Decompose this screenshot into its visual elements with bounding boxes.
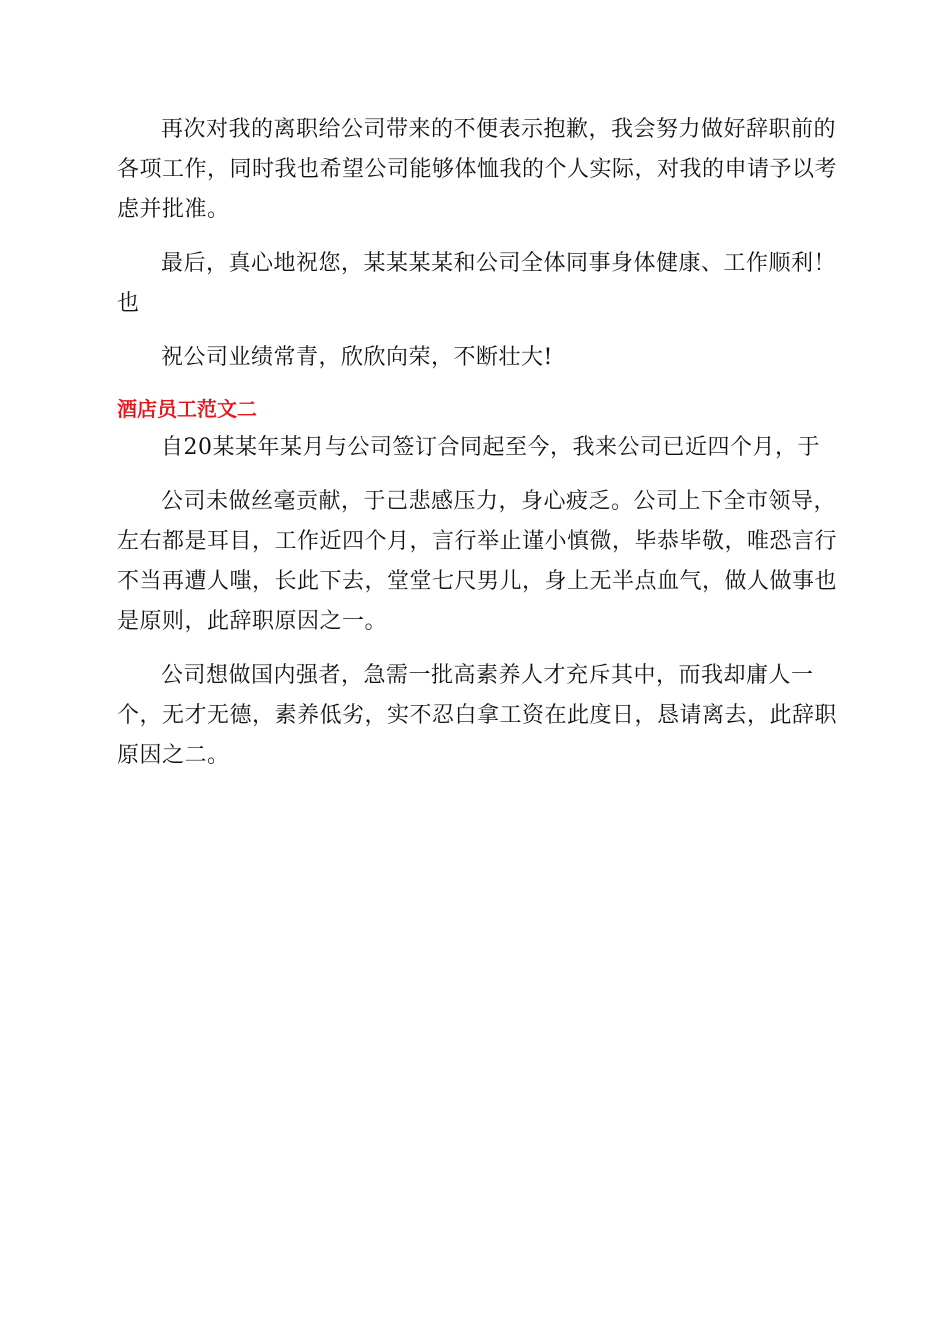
text-line: 左右都是耳目，工作近四个月，言行举止谨小慎微，毕恭毕敬，唯恐言行 — [117, 529, 838, 554]
text-line: 也 — [117, 291, 140, 316]
text-line: 公司未做丝毫贡献，于己悲感压力，身心疲乏。公司上下全市领导， — [161, 489, 837, 514]
text-line: 原因之二。 — [117, 743, 230, 768]
text-line: 是原则，此辞职原因之一。 — [117, 609, 388, 634]
text-line: 不当再遭人嗤，长此下去，堂堂七尺男儿，身上无半点血气，做人做事也 — [117, 569, 838, 594]
paragraph-reason-one — [117, 482, 837, 642]
document-body — [117, 110, 837, 790]
text-line: 祝公司业绩常青，欣欣向荣，不断壮大! — [161, 345, 553, 370]
paragraph-reason-two — [117, 656, 837, 776]
section-heading: 酒店员工范文二 — [117, 397, 257, 421]
paragraph-contract — [117, 428, 837, 468]
paragraph-wishes — [117, 244, 837, 324]
text-line: 最后，真心地祝您，某某某某和公司全体同事身体健康、工作顺利！ — [161, 251, 837, 276]
paragraph-apology — [117, 110, 837, 230]
paragraph-blessing — [117, 338, 837, 378]
text-line: 自20某某年某月与公司签订合同起至今，我来公司已近四个月，于 — [161, 435, 820, 460]
text-line: 公司想做国内强者，急需一批高素养人才充斥其中，而我却庸人一 — [161, 663, 814, 688]
text-line: 各项工作，同时我也希望公司能够体恤我的个人实际，对我的申请予以考 — [117, 157, 838, 182]
text-line: 虑并批准。 — [117, 197, 230, 222]
text-line: 个，无才无德，素养低劣，实不忍白拿工资在此度日，恳请离去，此辞职 — [117, 703, 838, 728]
text-line: 再次对我的离职给公司带来的不便表示抱歉，我会努力做好辞职前的 — [161, 117, 837, 142]
